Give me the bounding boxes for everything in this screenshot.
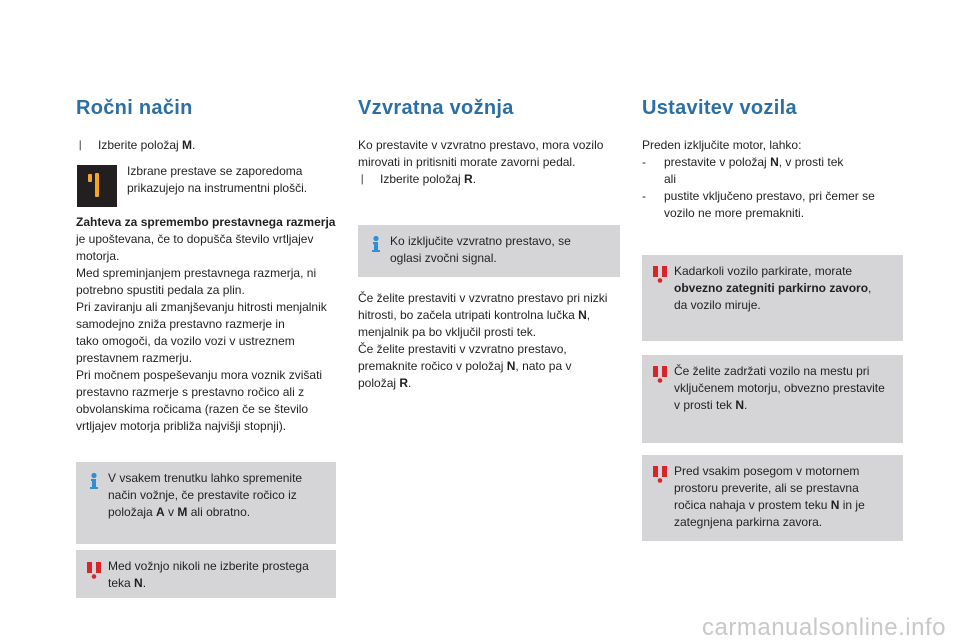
info-box-reverse-signal: Ko izključite vzvratno prestavo, se oglasi zvočni signal.	[358, 225, 620, 277]
warning-icon	[652, 265, 668, 283]
list-item: - prestavite v položaj N, v prosti tek ali	[642, 155, 844, 186]
warning-icon	[652, 465, 668, 483]
warning-icon	[652, 365, 668, 383]
arrow-bullet-icon: ❘	[76, 140, 85, 151]
select-position-r: ❘ Izberite položaj R.	[358, 172, 477, 186]
select-position-m: ❘ Izberite položaj M.	[76, 138, 196, 152]
gear-display-description: Izbrane prestave se zaporedoma prikazujejo na instrumentni plošči.	[127, 164, 308, 195]
warning-box-hold-vehicle: Če želite zadržati vozilo na mestu pri vključenem motorju, obvezno prestavite v prosti tek N.	[642, 355, 903, 443]
section-title-manual-mode: Ročni način	[76, 97, 193, 119]
manual-mode-body: Zahteva za spremembo prestavnega razmerja je upoštevana, če to dopušča število vrtljajev motorja. Med spreminjanjem prestavnega razmerja, ni potrebno spustiti pedala za plin. Pri zaviranju ali zmanjševanju hitrosti menjalnik samodejno zniža prestavno razmerje in tako omogoči, da vozilo vozi v ustreznem prestavnem razmerju. Pri močnem pospeševanju mora voznik zvišati prestavno razmerje s prestavno ročico ali z obvolanskima ročicama (razen če se število vrtljajev motorja približa najvišji stopnji).	[76, 214, 341, 435]
list-item: - pustite vključeno prestavo, pri čemer se vozilo ne more premakniti.	[642, 189, 875, 220]
info-icon	[86, 472, 102, 490]
info-box-change-mode: V vsakem trenutku lahko spremenite način vožnje, če prestavite ročico iz položaja A v M ali obratno.	[76, 462, 336, 544]
section-title-stopping: Ustavitev vozila	[642, 97, 797, 119]
arrow-bullet-icon: ❘	[358, 174, 367, 185]
warning-box-parking-brake: Kadarkoli vozilo parkirate, morate obvezno zategniti parkirno zavoro, da vozilo miruje.	[642, 255, 903, 341]
watermark: carmanualsonline.info	[702, 614, 946, 641]
warning-box-neutral: Med vožnjo nikoli ne izberite prostega teka N.	[76, 550, 336, 598]
stopping-intro: Preden izključite motor, lahko: - prestavite v položaj N, v prosti tek ali - pustite vključeno prestavo, pri čemer se vozilo ne more premakniti.	[642, 137, 902, 222]
info-icon	[368, 235, 384, 253]
section-title-reverse: Vzvratna vožnja	[358, 97, 514, 119]
subheading: Zahteva za spremembo prestavnega razmerja	[76, 215, 336, 229]
reverse-body: Če želite prestaviti v vzvratno prestavo pri nizki hitrosti, bo začela utripati kontrolna lučka N, menjalnik pa bo vključil prosti tek. Če želite prestaviti v vzvratno prestavo, premaknite ročico v položaj N, nato pa v položaj R.	[358, 291, 608, 390]
warning-icon	[86, 561, 102, 579]
warning-box-engine-work: Pred vsakim posegom v motornem prostoru preverite, ali se prestavna ročica nahaja v prostem teku N in je zategnjena parkirna zavora.	[642, 455, 903, 541]
gear-display-image	[77, 165, 117, 207]
reverse-intro: Ko prestavite v vzvratno prestavo, mora vozilo mirovati in pritisniti morate zavorni pedal. ❘ Izberite položaj R.	[358, 137, 628, 188]
